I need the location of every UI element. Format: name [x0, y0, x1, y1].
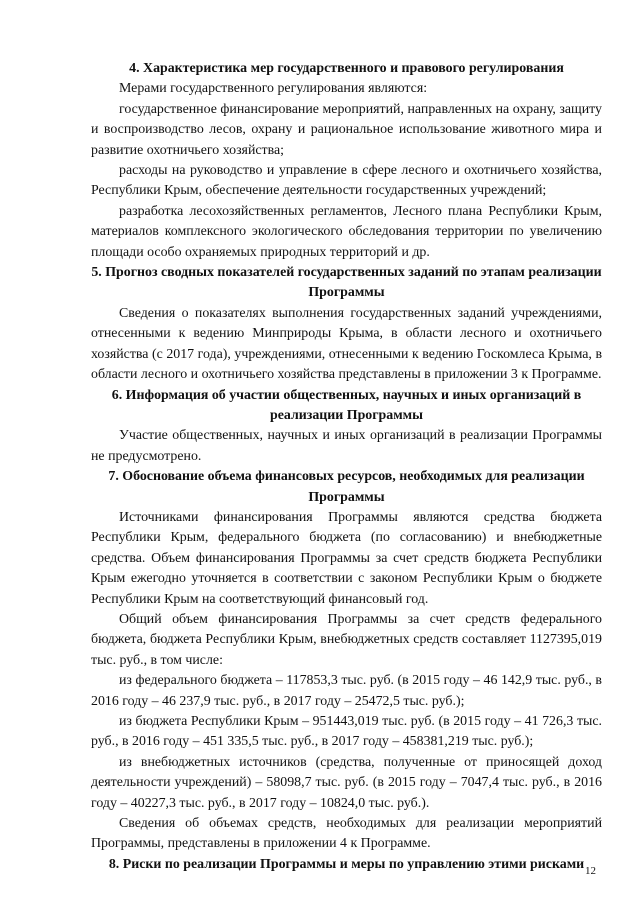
- paragraph: государственное финансирование мероприятий, направленных на охрану, защиту и воспроизводство лесов, охрану и рациональное использование животного мира и развитие охотничьего хозяйства;: [91, 101, 602, 158]
- section-heading: 5. Прогноз сводных показателей государственных заданий по этапам реализации Программы: [91, 265, 602, 301]
- paragraph: Мерами государственного регулирования являются:: [119, 81, 428, 97]
- section-heading: 8. Риски по реализации Программы и меры по управлению этими рисками: [108, 856, 585, 872]
- paragraph: Участие общественных, научных и иных организаций в реализации Программы не предусмотрено.: [91, 428, 602, 464]
- section-8: [91, 855, 602, 875]
- section-heading: 7. Обоснование объема финансовых ресурсов, необходимых для реализации Программы: [108, 469, 585, 505]
- section-6: [91, 386, 602, 468]
- section-7: [91, 467, 602, 855]
- paragraph: Источниками финансирования Программы являются средства бюджета Республики Крым, федерального бюджета (по согласованию) и внебюджетные средства. Объем финансирования Программы за счет средств бюджета Республики Крым ежегодно уточняется в соответствии с законом Республики Крым о бюджете Республики Крым на соответствующий финансовый год.: [91, 509, 602, 607]
- page-number: 12: [585, 865, 596, 877]
- paragraph: расходы на руководство и управление в сфере лесного и охотничьего хозяйства, Республики Крым, обеспечение деятельности государственных учреждений;: [91, 163, 602, 199]
- paragraph: Общий объем финансирования Программы за счет средств федерального бюджета, бюджета Республики Крым, внебюджетных средств составляет 1127395,019 тыс. руб., в том числе:: [91, 611, 602, 668]
- paragraph: Сведения об объемах средств, необходимых для реализации мероприятий Программы, представлены в приложении 4 к Программе.: [91, 816, 602, 852]
- section-5: [91, 263, 602, 385]
- paragraph: из внебюджетных источников (средства, полученные от приносящей доход деятельности учреждений) – 58098,7 тыс. руб. (в 2015 году – 7047,4 тыс. руб., в 2016 году – 40227,3 тыс. руб., в 2017 году – 10824,0 тыс. руб.).: [91, 754, 602, 811]
- paragraph: из бюджета Республики Крым – 951443,019 тыс. руб. (в 2015 году – 41 726,3 тыс. руб., в 2016 году – 451 335,5 тыс. руб., в 2017 году – 458381,219 тыс. руб.);: [91, 714, 602, 750]
- section-4: [91, 59, 602, 263]
- paragraph: разработка лесохозяйственных регламентов, Лесного плана Республики Крым, материалов комплексного экологического обследования территории по увеличению площади особо охраняемых природных территорий и др.: [91, 203, 602, 260]
- paragraph: Сведения о показателях выполнения государственных заданий учреждениями, отнесенными к ведению Минприроды Крыма, в области лесного и охотничьего хозяйства (с 2017 года), учреждениями, отнесенными к ведению Госкомлеса Крыма, в области лесного и охотничьего хозяйства представлены в приложении 3 к Программе.: [91, 305, 602, 383]
- section-heading: 4. Характеристика мер государственного и правового регулирования: [129, 61, 564, 76]
- section-heading: 6. Информация об участии общественных, научных и иных организаций в реализации Программы: [111, 387, 582, 423]
- paragraph: из федерального бюджета – 117853,3 тыс. руб. (в 2015 году – 46 142,9 тыс. руб., в 2016 году – 46 237,9 тыс. руб., в 2017 году – 25472,5 тыс. руб.);: [91, 673, 602, 709]
